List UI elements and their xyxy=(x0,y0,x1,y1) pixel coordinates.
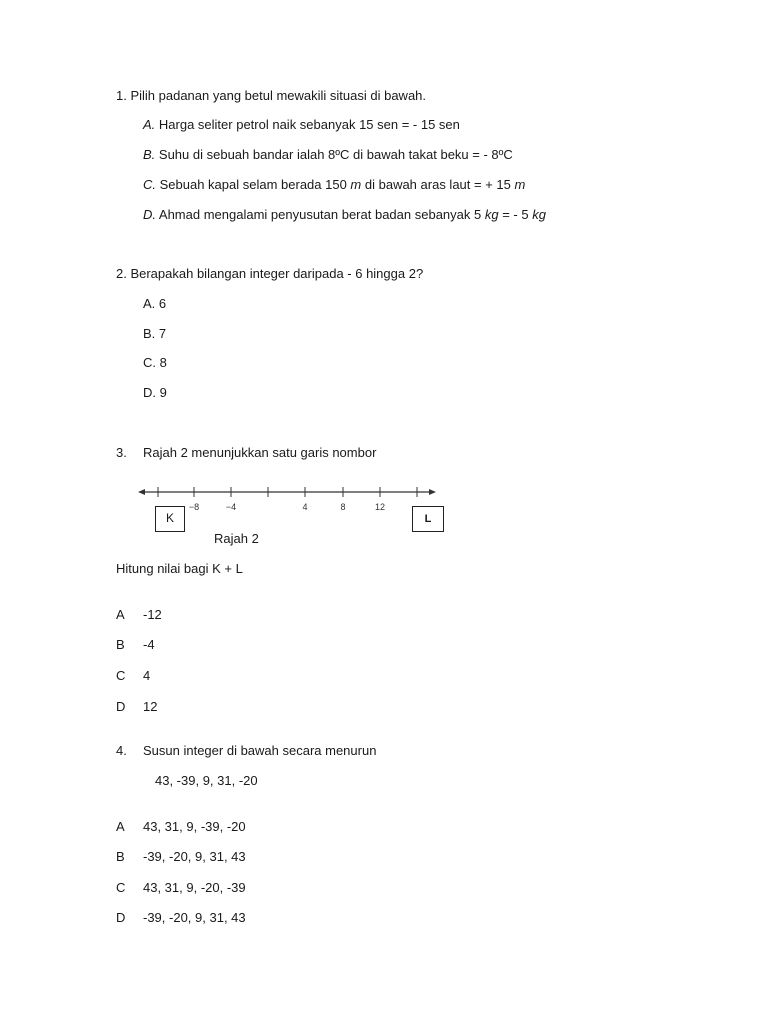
option-text: -39, -20, 9, 31, 43 xyxy=(143,849,246,864)
q3-option-c xyxy=(116,668,150,684)
box-l: L xyxy=(412,506,444,532)
option-text: -39, -20, 9, 31, 43 xyxy=(143,910,246,925)
q1-option-c xyxy=(143,177,525,193)
q1-stem: 1. Pilih padanan yang betul mewakili situasi di bawah. xyxy=(116,88,427,103)
q3-number: 3. xyxy=(116,445,127,460)
q3-option-d xyxy=(116,699,157,715)
option-letter: A xyxy=(116,607,125,622)
q4-option-c xyxy=(116,880,246,896)
tick-label: 12 xyxy=(374,502,386,512)
unit-kg: kg xyxy=(532,207,546,222)
option-letter: A. xyxy=(143,117,156,132)
option-text: Sebuah kapal selam berada 150 xyxy=(156,177,351,192)
q4-stem: Susun integer di bawah secara menurun xyxy=(143,743,377,758)
box-k: K xyxy=(155,506,185,532)
unit-metre: m xyxy=(350,177,362,192)
tick-label: 8 xyxy=(340,502,346,512)
q1-option-d xyxy=(143,207,546,223)
option-letter: C xyxy=(116,668,126,683)
option-text: 43, 31, 9, -39, -20 xyxy=(143,819,246,834)
option-letter: B xyxy=(116,849,125,864)
q2-option-b: B. 7 xyxy=(143,326,167,341)
option-text: Suhu di sebuah bandar ialah 8ºC di bawah takat beku = - 8ºC xyxy=(155,147,513,162)
q2-option-c: C. 8 xyxy=(143,355,167,370)
q4-option-b xyxy=(116,849,246,865)
q1-option-a xyxy=(143,117,460,133)
q4-number: 4. xyxy=(116,743,127,758)
option-letter: D. xyxy=(143,207,156,222)
unit-metre: m xyxy=(514,177,526,192)
q3-option-b xyxy=(116,637,155,653)
option-letter: C xyxy=(116,880,126,895)
q2-option-a: A. 6 xyxy=(143,296,167,311)
option-text: 4 xyxy=(143,668,151,683)
tick-label: −8 xyxy=(188,502,200,512)
option-letter: D xyxy=(116,699,126,714)
option-text: = - 5 xyxy=(498,207,533,222)
option-text: Ahmad mengalami penyusutan berat badan sebanyak 5 xyxy=(156,207,485,222)
tick-label: 4 xyxy=(302,502,308,512)
arrow-left-icon xyxy=(138,489,145,495)
option-text: 12 xyxy=(143,699,158,714)
option-text: di bawah aras laut = + 15 xyxy=(361,177,515,192)
q3-option-a xyxy=(116,607,162,623)
option-text: -4 xyxy=(143,637,155,652)
arrow-right-icon xyxy=(429,489,436,495)
option-text: Harga seliter petrol naik sebanyak 15 sen = - 15 sen xyxy=(155,117,460,132)
option-letter: A xyxy=(116,819,125,834)
option-text: 43, 31, 9, -20, -39 xyxy=(143,880,246,895)
q4-integer-list: 43, -39, 9, 31, -20 xyxy=(155,773,258,788)
q2-stem: 2. Berapakah bilangan integer daripada - 6 hingga 2? xyxy=(116,266,424,281)
option-letter: B xyxy=(116,637,125,652)
q4-option-d xyxy=(116,910,246,926)
option-letter: C. xyxy=(143,177,156,192)
q1-option-b xyxy=(143,147,513,163)
q3-stem: Rajah 2 menunjukkan satu garis nombor xyxy=(143,445,377,460)
option-letter: B. xyxy=(143,147,156,162)
diagram-caption: Rajah 2 xyxy=(214,531,259,546)
q2-option-d: D. 9 xyxy=(143,385,167,400)
q3-question: Hitung nilai bagi K + L xyxy=(116,561,243,576)
unit-kg: kg xyxy=(484,207,499,222)
option-letter: D xyxy=(116,910,126,925)
option-text: -12 xyxy=(143,607,162,622)
tick-label: −4 xyxy=(225,502,237,512)
q4-option-a xyxy=(116,819,246,835)
